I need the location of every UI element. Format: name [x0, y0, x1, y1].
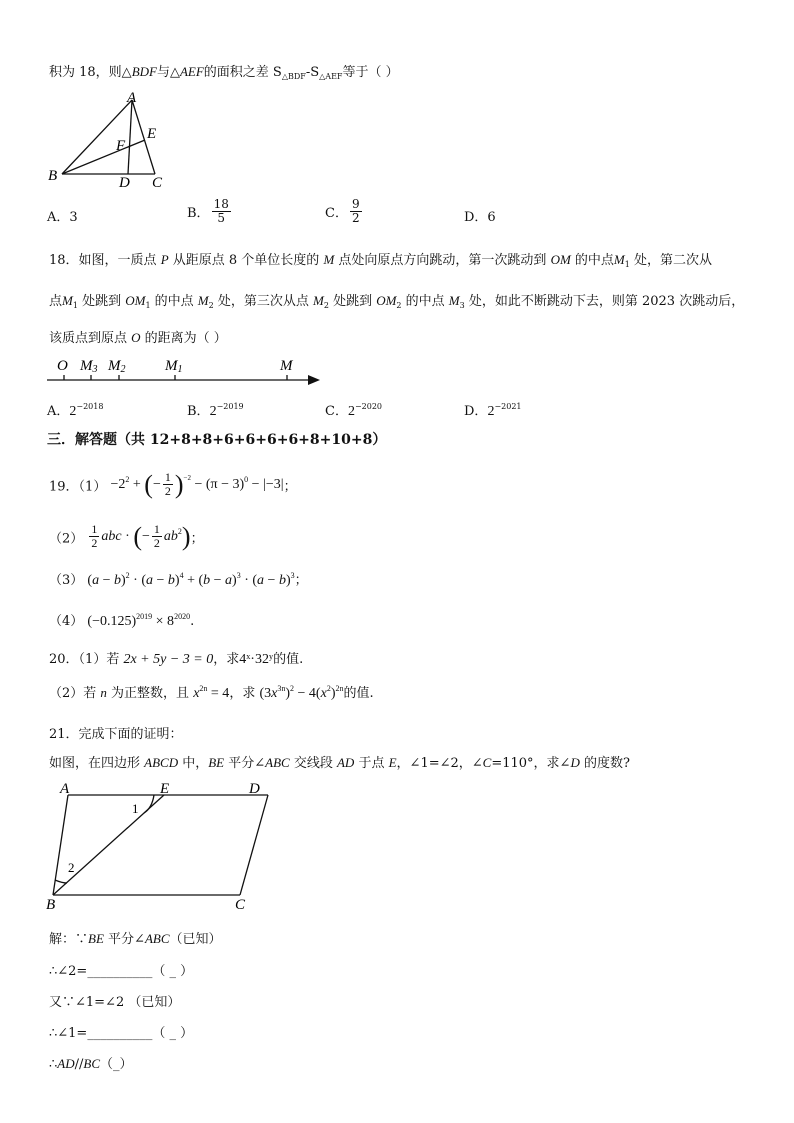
- text: AD: [57, 1056, 75, 1071]
- text: ABCD: [144, 755, 179, 770]
- q19-expression-2: $\frac{1}{2}$ abc · (− $\frac{1}{2}$ $ab^2$): [91, 522, 191, 551]
- part-end: ；: [283, 479, 297, 495]
- text: 如图，在四边形: [49, 756, 145, 771]
- q21-title: 21．完成下面的证明：: [49, 727, 183, 742]
- q17-stem: [49, 61, 399, 81]
- text: 中，: [178, 756, 209, 771]
- point-label-e: E: [160, 781, 170, 797]
- q17-stem-text: 等于（ ）: [342, 65, 399, 80]
- text: E: [388, 755, 397, 770]
- q18-option-b[interactable]: [187, 400, 244, 420]
- q21-quadrilateral-figure: [40, 780, 280, 915]
- numerator: 18: [213, 197, 229, 211]
- q19-part1: [49, 470, 297, 500]
- text: 点处向原点方向跳动，第一次跳动到: [334, 253, 551, 268]
- q18-option-a[interactable]: [47, 400, 103, 420]
- text: 18．如图，一质点: [49, 253, 161, 268]
- text: BE: [208, 755, 225, 770]
- text: OM: [376, 293, 397, 308]
- text: 的值.: [343, 686, 374, 701]
- text: 2: [208, 301, 214, 310]
- point-label-e: E: [147, 126, 157, 142]
- part-end: .: [190, 614, 195, 629]
- text: 点: [49, 294, 63, 309]
- base: 2: [69, 404, 77, 419]
- q18-number-line-figure: [44, 352, 329, 392]
- denominator: 5: [217, 211, 226, 225]
- exponent: −2018: [76, 402, 104, 411]
- exponent: −2021: [494, 402, 522, 411]
- text: M: [62, 293, 73, 308]
- text: 2: [323, 301, 329, 310]
- text: C: [482, 755, 492, 770]
- text: M: [197, 293, 209, 308]
- point-label-d: D: [119, 175, 130, 191]
- text: 交线段: [289, 756, 337, 771]
- text: 的中点: [570, 253, 614, 268]
- q21-solution-line4[interactable]: ∴∠1=__________（ _ ）: [49, 1026, 194, 1041]
- q21-solution-line3: 又∵∠1=∠2 （已知）: [49, 995, 181, 1010]
- part-label: （4）: [49, 614, 84, 629]
- part-label: （3）: [49, 573, 84, 588]
- option-label: C．: [325, 206, 348, 221]
- text: M: [613, 252, 625, 267]
- part-end: ；: [190, 531, 204, 547]
- text: 处，第三次从点: [213, 294, 313, 309]
- text: 处，如此不断跳动下去，则第 2023 次跳动后，: [464, 294, 745, 309]
- option-label: B．: [187, 404, 210, 419]
- point-label-c: C: [235, 897, 246, 913]
- text: O: [131, 330, 141, 345]
- point-label-c: C: [152, 175, 163, 191]
- q19-expression-4: $(-0.125)^{2019} \times 8^{2020}$: [87, 612, 191, 629]
- q17-triangle-figure: [40, 88, 180, 193]
- q19-part2: [49, 522, 204, 552]
- expression: 4ˣ·32ʸ: [239, 652, 274, 667]
- text: 从距原点 8 个单位长度的: [168, 253, 324, 268]
- q17-stem-text: 的面积之差 S: [203, 65, 282, 80]
- base: 2: [209, 404, 217, 419]
- text: 解：∵: [49, 932, 89, 947]
- text: ABC: [144, 931, 170, 946]
- text: ，求: [229, 686, 256, 701]
- point-label-a: A: [60, 781, 70, 797]
- text: （已知）: [169, 932, 222, 947]
- text: n: [100, 685, 107, 700]
- q19-expression-1: $-2^2$ + (− $\frac{1}{2}$ )$^{-2} - (\pi - 3)^0 - |-3|$: [110, 470, 284, 499]
- point-label-b: B: [46, 897, 56, 913]
- axis-label-m1: M1: [165, 358, 183, 375]
- q20-expression: $(3x^{3n})^2 - 4(x^2)^{2n}$: [259, 684, 344, 701]
- denominator: 2: [351, 211, 360, 225]
- q21-solution-line2[interactable]: ∴∠2=__________（ _ ）: [49, 964, 194, 979]
- text: 于点: [354, 756, 389, 771]
- text: 的值.: [273, 652, 304, 667]
- equation: 2x + 5y − 3 = 0: [123, 652, 214, 667]
- point-label-d: D: [249, 781, 260, 797]
- option-label: D．: [464, 404, 488, 419]
- text: BE: [88, 931, 104, 946]
- fraction: [350, 198, 362, 225]
- text: 的度数?: [579, 756, 630, 771]
- q17-option-a[interactable]: A．3: [47, 210, 78, 225]
- q18-stem-line1: [49, 249, 712, 269]
- q19-expression-3: $(a - b)^2 \cdot (a - b)^4 + (b - a)^3 \cdot (a - b)^3$: [87, 571, 295, 588]
- text: 处，第二次从: [629, 253, 712, 268]
- text: 为正整数，且: [106, 686, 190, 701]
- q17-option-d[interactable]: D．6: [464, 210, 496, 225]
- q17-stem-text: 积为 18，则△: [49, 65, 132, 80]
- text: 的距离为（ ）: [140, 331, 227, 346]
- text: 的中点: [401, 294, 449, 309]
- part-end: ；: [294, 573, 308, 588]
- axis-label-m2: M2: [108, 358, 126, 375]
- q21-solution-line1: [49, 928, 222, 947]
- q20-condition: $x^{2n} = 4$: [193, 684, 230, 701]
- option-label: B．: [187, 206, 210, 221]
- q20-part2: [49, 682, 374, 702]
- option-label: C．: [325, 404, 348, 419]
- part-label: 20．（1）若: [49, 652, 124, 667]
- arrow-head-icon: [308, 375, 320, 385]
- text: OM: [550, 252, 571, 267]
- point-label-f: F: [116, 138, 126, 154]
- q17-option-c[interactable]: [325, 198, 364, 225]
- text: P: [160, 252, 169, 267]
- text: M: [323, 252, 335, 267]
- q17-stem-text: △BDF: [281, 72, 306, 81]
- q19-part3: [49, 569, 308, 589]
- axis-label-m: M: [280, 358, 293, 374]
- text: 平分∠: [103, 932, 145, 947]
- text: ，求: [213, 652, 240, 667]
- part-label: （2）: [49, 531, 84, 547]
- point-label-a: A: [127, 90, 137, 106]
- numerator: 9: [351, 197, 360, 211]
- q20-part1: [49, 648, 303, 668]
- q18-option-c[interactable]: [325, 400, 382, 420]
- axis-label-m3: M3: [80, 358, 98, 375]
- text: 处跳到: [77, 294, 126, 309]
- angle-label-2: 2: [68, 860, 75, 875]
- text: ABC: [265, 755, 290, 770]
- text: 平分∠: [224, 756, 266, 771]
- text: OM: [125, 293, 146, 308]
- q19-part4: [49, 610, 194, 630]
- text: 1: [72, 301, 78, 310]
- q18-stem-line2: [49, 290, 744, 310]
- q17-option-b[interactable]: [187, 198, 233, 225]
- text: D: [570, 755, 580, 770]
- fraction: [212, 198, 231, 225]
- text: 处跳到: [328, 294, 377, 309]
- text: 2: [396, 301, 402, 310]
- text: //: [74, 1057, 84, 1072]
- text: （2）若: [49, 686, 101, 701]
- q21-solution-line5[interactable]: [49, 1053, 133, 1072]
- exponent: −2020: [354, 402, 383, 411]
- text: =110°，求∠: [491, 756, 571, 771]
- q17-stem-text: -S: [305, 65, 320, 80]
- part-label: 19．（1）: [49, 479, 107, 495]
- text: AD: [336, 755, 355, 770]
- text: 1: [145, 301, 151, 310]
- text: 3: [459, 301, 465, 310]
- angle-label-1: 1: [132, 801, 139, 816]
- axis-label-o: O: [57, 358, 68, 374]
- q18-stem-line3: [49, 327, 227, 346]
- base: 2: [347, 404, 355, 419]
- text: M: [448, 293, 460, 308]
- exponent: −2019: [216, 402, 244, 411]
- text: ，∠1=∠2，∠: [396, 756, 483, 771]
- base: 2: [487, 404, 495, 419]
- q21-stem: [49, 752, 630, 771]
- text: 该质点到原点: [49, 331, 132, 346]
- text: 的中点: [150, 294, 198, 309]
- q17-stem-text: △AEF: [319, 72, 343, 81]
- text: M: [313, 293, 324, 308]
- q17-stem-text: BDF: [131, 64, 157, 79]
- text: ∴: [49, 1057, 58, 1072]
- q17-stem-text: 与△: [156, 65, 180, 80]
- q17-stem-text: AEF: [179, 64, 204, 79]
- text: 1: [624, 260, 630, 269]
- text: （_）: [100, 1057, 133, 1072]
- section-three-title: 三．解答题（共 12+8+8+6+6+6+6+8+10+8）: [47, 432, 387, 448]
- point-label-b: B: [48, 168, 58, 184]
- option-label: A．: [47, 404, 70, 419]
- q18-option-d[interactable]: [464, 400, 522, 420]
- text: BC: [83, 1056, 101, 1071]
